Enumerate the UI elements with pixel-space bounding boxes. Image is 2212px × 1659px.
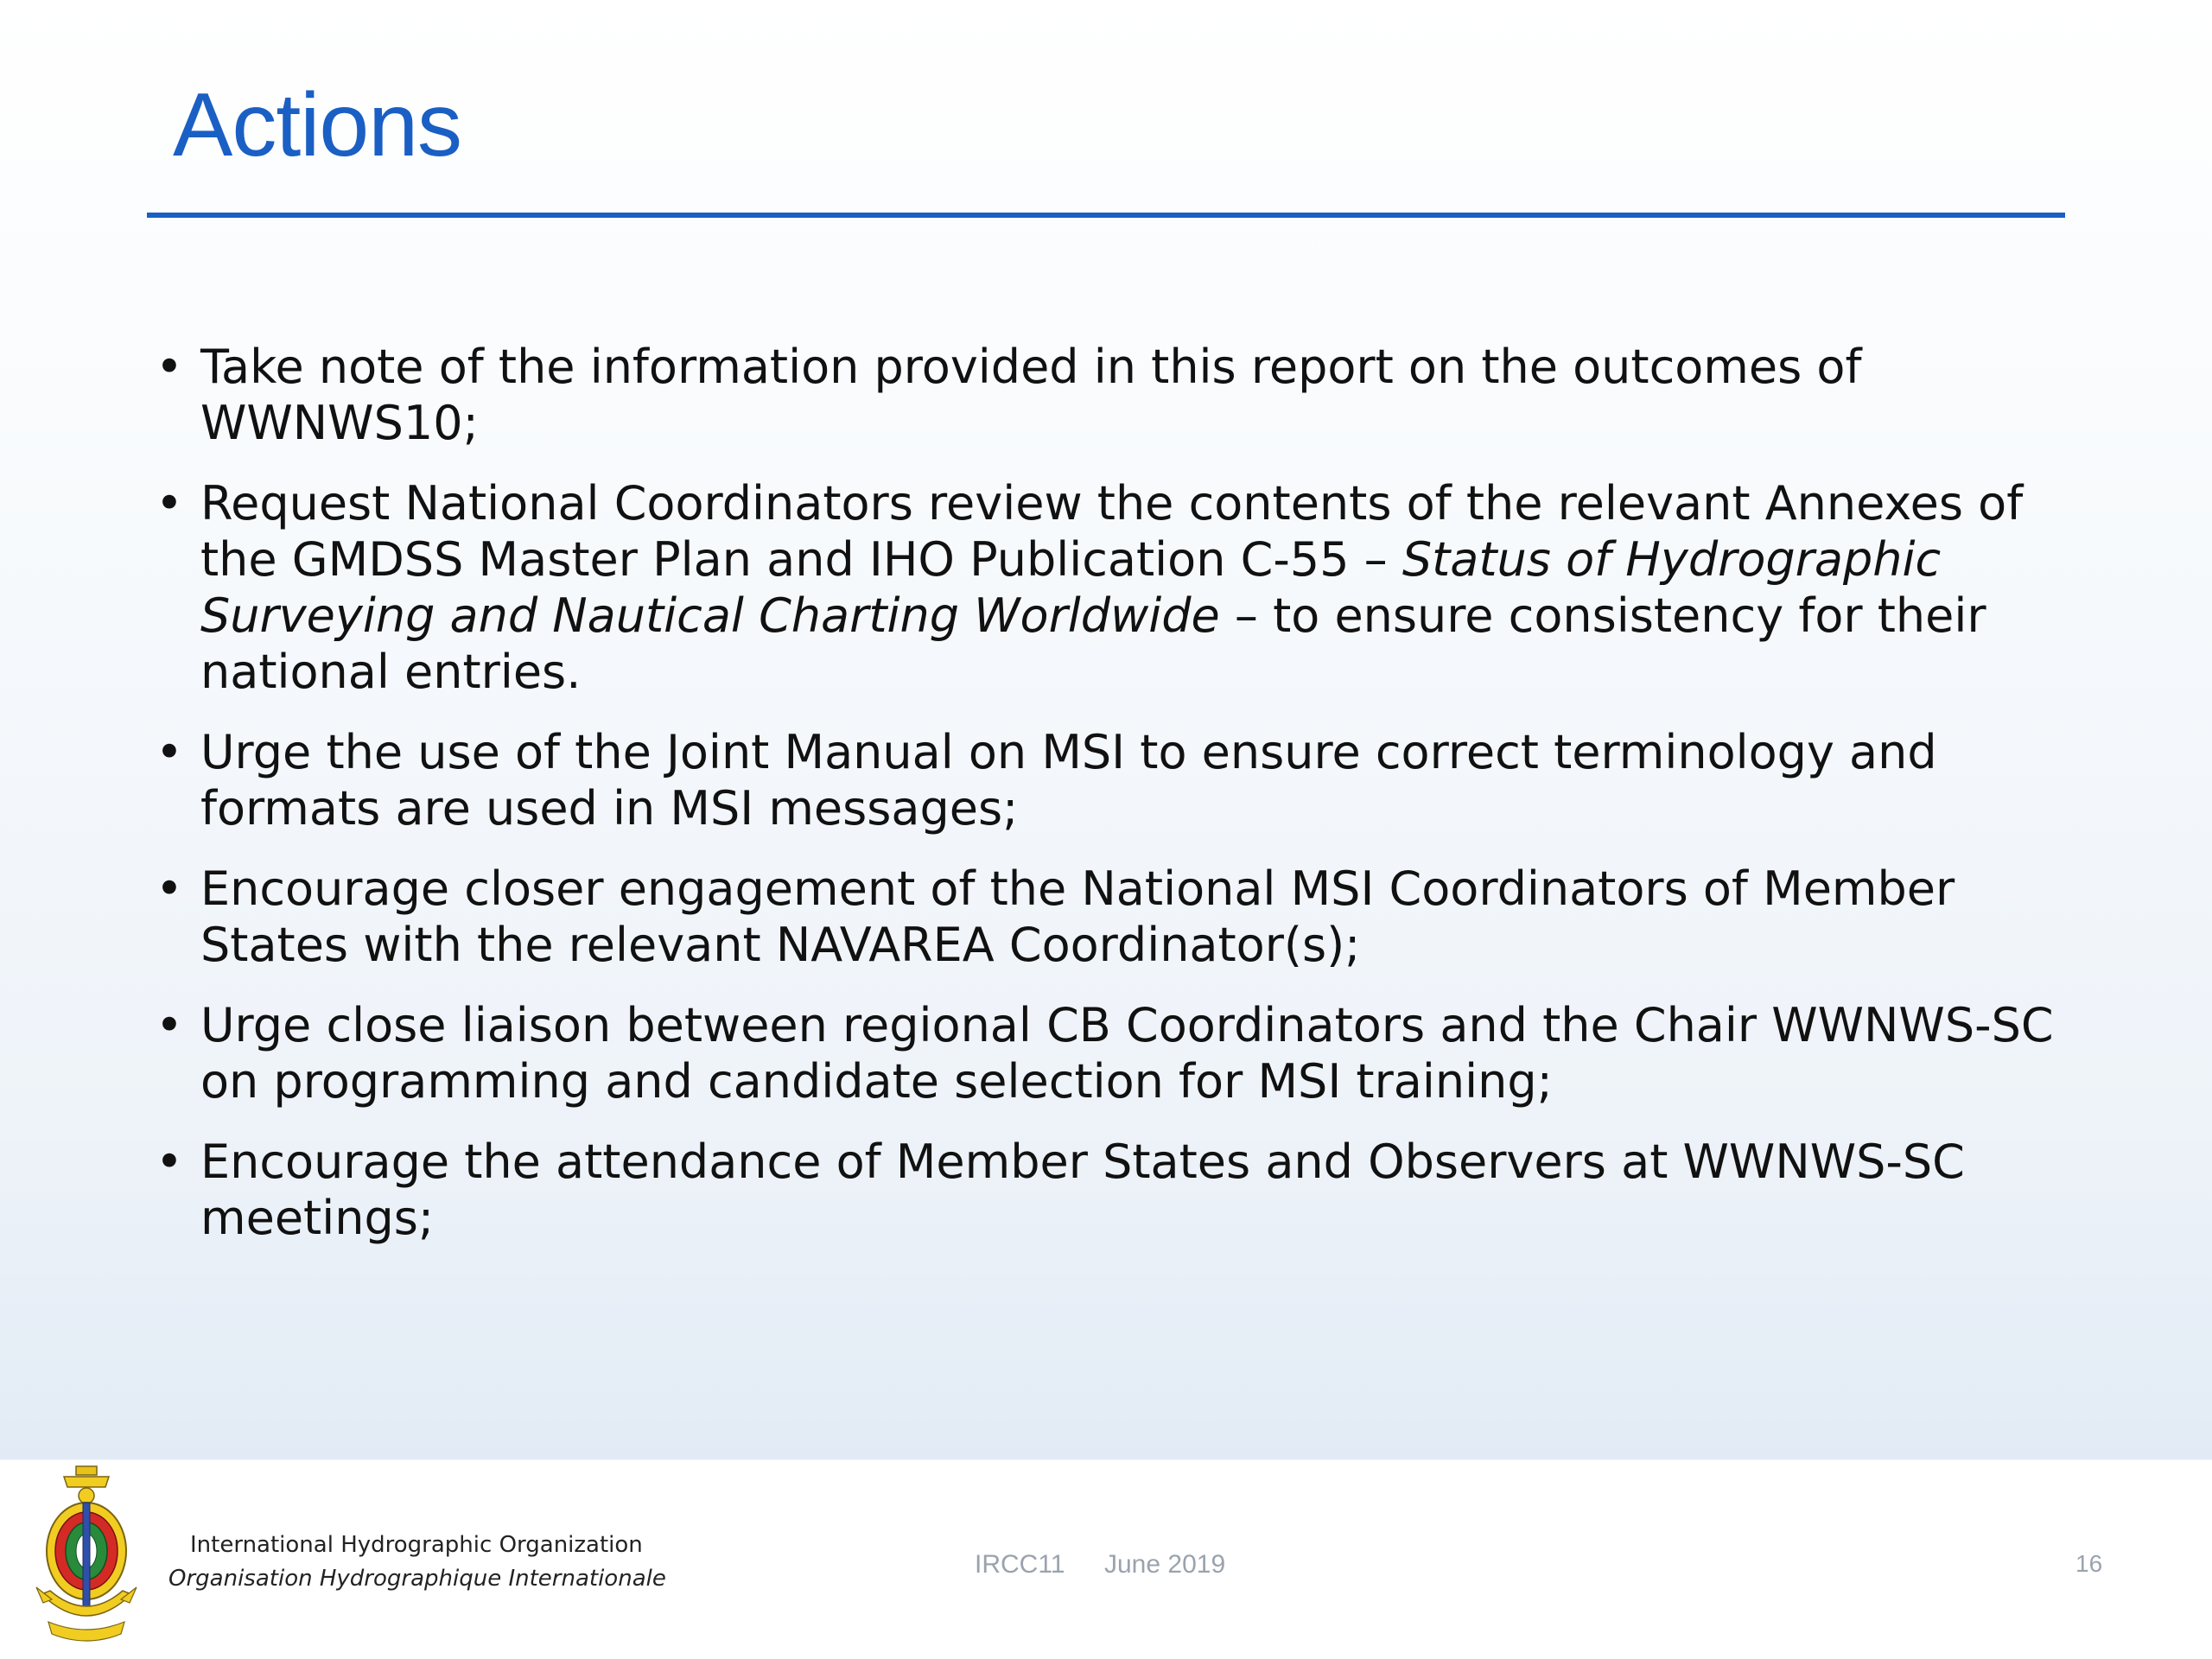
bullet-marker: • — [156, 725, 183, 779]
bullet-marker: • — [156, 1135, 183, 1189]
footer-date: June 2019 — [1104, 1550, 1226, 1579]
bullet-item — [156, 861, 2082, 973]
iho-emblem-icon — [26, 1465, 147, 1646]
bullet-list — [156, 339, 2082, 1270]
page-number: 16 — [2075, 1550, 2103, 1577]
slide-title: Actions — [173, 75, 462, 175]
bullet-item — [156, 1134, 2082, 1246]
bullet-item — [156, 475, 2082, 700]
bullet-marker: • — [156, 476, 183, 531]
bullet-marker: • — [156, 340, 183, 394]
bullet-text-italic: Status of Hydrographic Surveying and Nautical Charting Worldwide — [200, 532, 1942, 643]
bullet-text: Request National Coordinators review the contents of the relevant Annexes of the GMDSS Master Plan and IHO Publication C-55 – — [200, 476, 2024, 587]
org-name-english: International Hydrographic Organization — [190, 1532, 643, 1558]
bullet-text: Take note of the information provided in this report on the outcomes of WWNWS10; — [200, 340, 1862, 450]
bullet-item — [156, 339, 2082, 451]
bullet-marker: • — [156, 998, 183, 1052]
bullet-text: Encourage the attendance of Member States and Observers at WWNWS-SC meetings; — [200, 1135, 1965, 1245]
footer-meeting: IRCC11 — [975, 1550, 1065, 1579]
bullet-text: – to ensure consistency for their national entries. — [200, 588, 1986, 699]
bullet-item — [156, 997, 2082, 1109]
bullet-text: Urge the use of the Joint Manual on MSI to ensure correct terminology and formats are used in MSI messages; — [200, 725, 1937, 836]
org-name-french: Organisation Hydrographique Internationale — [168, 1566, 666, 1592]
bullet-text: Urge close liaison between regional CB Coordinators and the Chair WWNWS-SC on programming and candidate selection for MSI training; — [200, 998, 2054, 1109]
bullet-text: Encourage closer engagement of the National MSI Coordinators of Member States with the relevant NAVAREA Coordinator(s); — [200, 861, 1955, 972]
bullet-item — [156, 724, 2082, 836]
title-underline — [147, 213, 2065, 218]
bullet-marker: • — [156, 861, 183, 916]
